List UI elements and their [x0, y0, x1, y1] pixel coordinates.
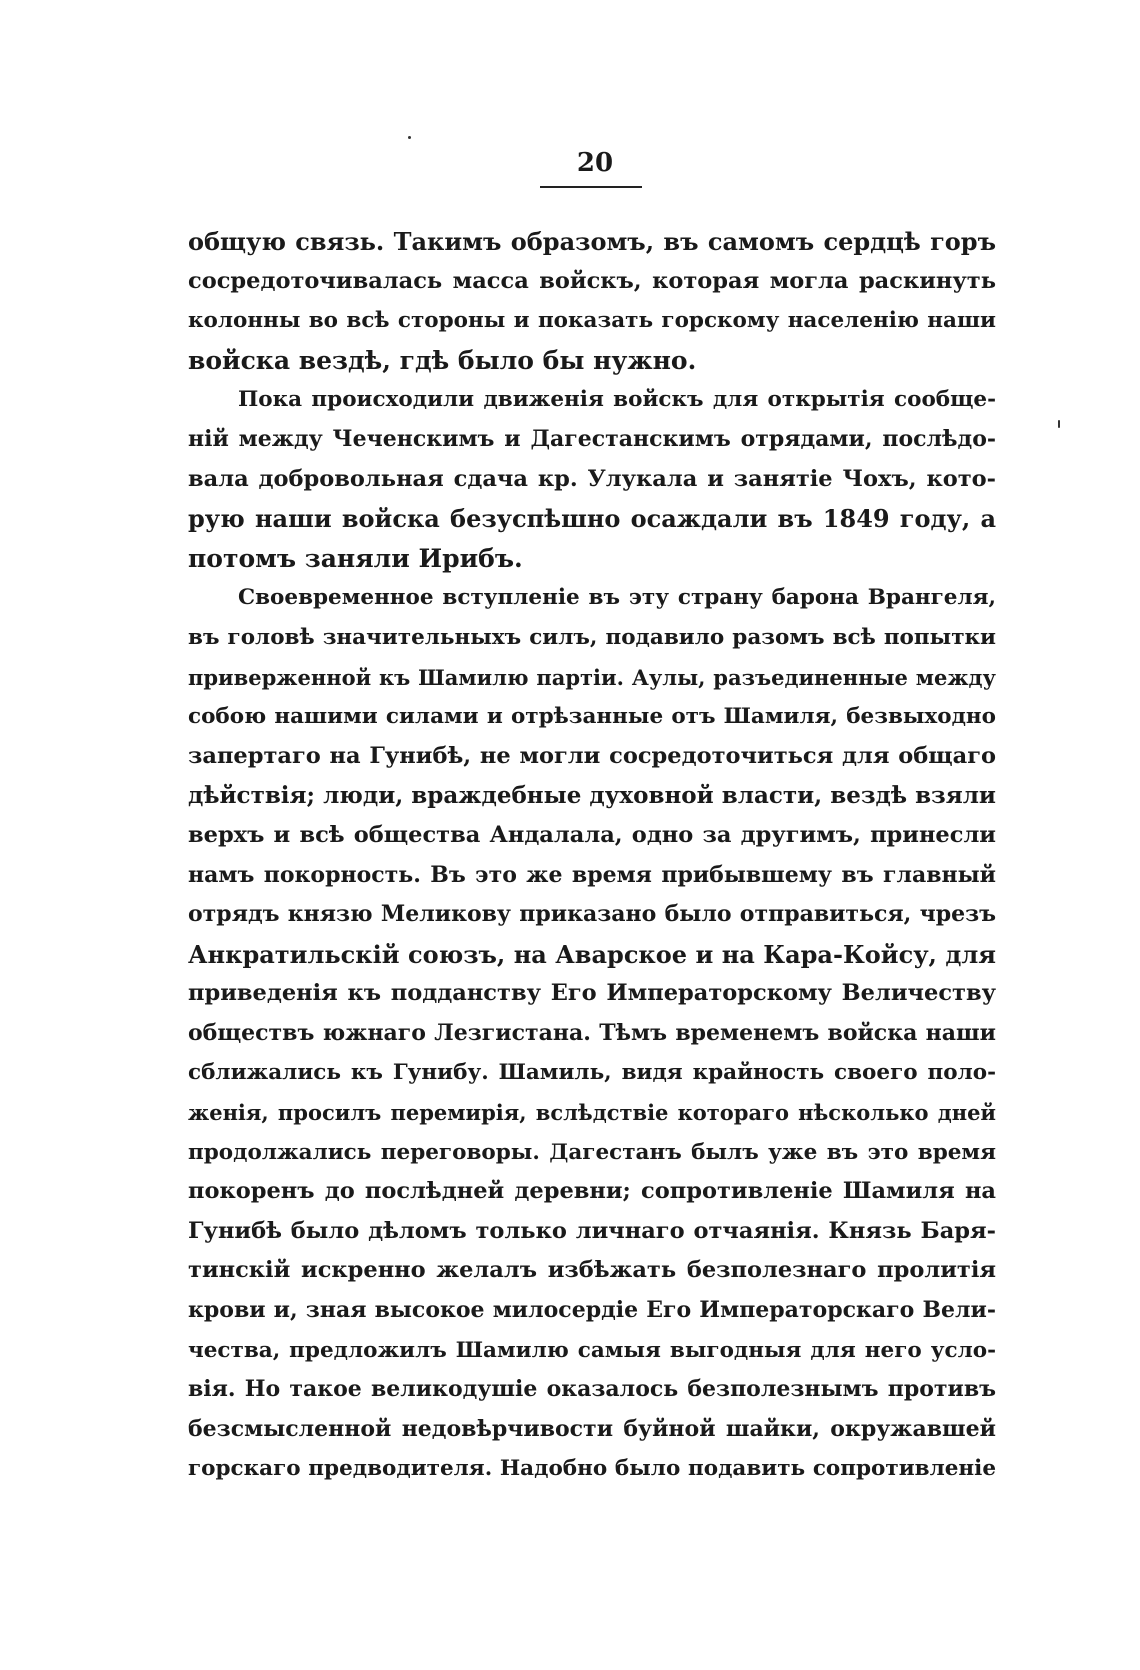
body-text	[188, 222, 996, 1489]
text-line: сближались къ Гунибу. Шамиль, видя крайность своего поло-	[188, 1060, 996, 1086]
text-line: горскаго предводителя. Надобно было подавить сопротивленіе	[188, 1456, 996, 1482]
text-line: запертаго на Гунибѣ, не могли сосредоточиться для общаго	[188, 742, 996, 769]
text-line: Гунибѣ было дѣломъ только личнаго отчаянія. Князь Баря-	[188, 1217, 996, 1244]
text-line: Анкратильскій союзъ, на Аварское и на Кара-Койсу, для	[188, 939, 996, 969]
text-line: рую наши войска безуспѣшно осаждали въ 1849 году, а	[188, 504, 996, 534]
text-line: Пока происходили движенія войскъ для открытія сообще-	[238, 387, 996, 413]
text-line: верхъ и всѣ общества Андалала, одно за другимъ, принесли	[188, 821, 996, 848]
text-line: войска вездѣ, гдѣ было бы нужно.	[188, 345, 697, 375]
text-line: вала добровольная сдача кр. Улукала и занятіе Чохъ, кото-	[188, 465, 996, 492]
text-line: колонны во всѣ стороны и показать горскому населенію наши	[188, 308, 996, 334]
text-line: потомъ заняли Ирибъ.	[188, 543, 523, 573]
text-line: продолжались переговоры. Дагестанъ былъ уже въ это время	[188, 1139, 996, 1165]
text-line: крови и, зная высокое милосердіе Его Императорскаго Вели-	[188, 1297, 996, 1324]
text-line: покоренъ до послѣдней деревни; сопротивленіе Шамиля на	[188, 1178, 996, 1205]
print-speck	[1058, 420, 1060, 428]
text-line: вія. Но такое великодушіе оказалось безполезнымъ противъ	[188, 1376, 996, 1403]
text-line: приведенія къ подданству Его Императорскому Величеству	[188, 980, 996, 1007]
text-line: ній между Чеченскимъ и Дагестанскимъ отрядами, послѣдо-	[188, 425, 996, 452]
text-line: чества, предложилъ Шамилю самыя выгодныя для него усло-	[188, 1337, 996, 1363]
text-line: намъ покорность. Въ это же время прибывшему въ главный	[188, 861, 996, 888]
text-line: дѣйствія; люди, враждебные духовной власти, вездѣ взяли	[188, 782, 996, 810]
page-number-rule	[540, 186, 642, 188]
text-line: сосредоточивалась масса войскъ, которая могла раскинуть	[188, 267, 996, 294]
text-line: приверженной къ Шамилю партіи. Аулы, разъединенные между	[188, 664, 996, 690]
text-line: въ головѣ значительныхъ силъ, подавило разомъ всѣ попытки	[188, 624, 996, 650]
text-line: собою нашими силами и отрѣзанные отъ Шамиля, безвыходно	[188, 704, 996, 730]
text-line: тинскій искренно желалъ избѣжать безполезнаго пролитія	[188, 1257, 996, 1284]
page-number: 20	[576, 148, 614, 178]
text-line: безсмысленной недовѣрчивости буйной шайки, окружавшей	[188, 1415, 996, 1442]
text-line: обществъ южнаго Лезгистана. Тѣмъ временемъ войска наши	[188, 1019, 996, 1046]
text-line: общую связь. Такимъ образомъ, въ самомъ сердцѣ горъ	[188, 227, 996, 256]
text-line: женія, просилъ перемирія, вслѣдствіе котораго нѣсколько дней	[188, 1100, 996, 1126]
print-speck	[408, 136, 411, 139]
text-line: отрядъ князю Меликову приказано было отправиться, чрезъ	[188, 901, 996, 928]
text-line: Своевременное вступленіе въ эту страну барона Врангеля,	[238, 585, 996, 611]
